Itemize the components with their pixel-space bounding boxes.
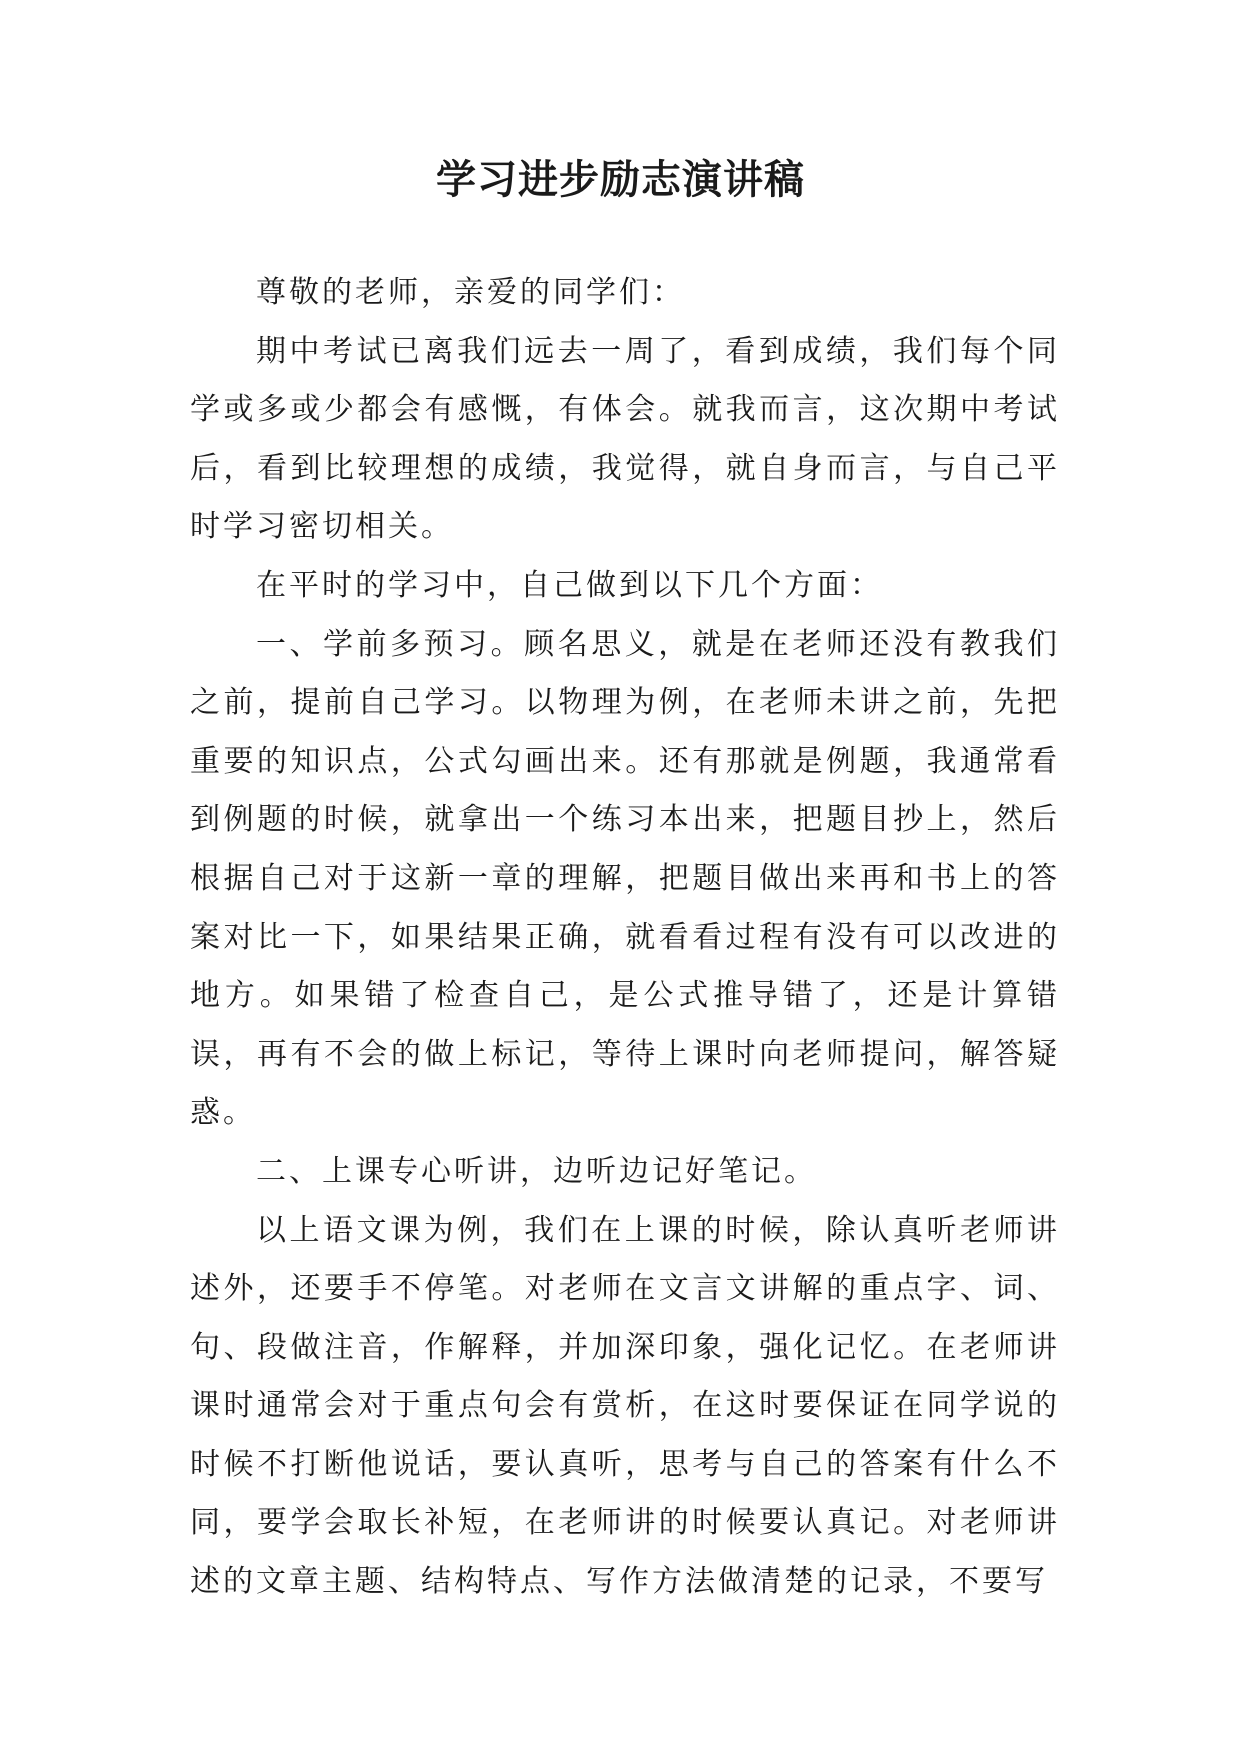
paragraph-preview: 一、学前多预习。顾名思义，就是在老师还没有教我们之前，提前自己学习。以物理为例，在老师未讲之前，先把重要的知识点，公式勾画出来。还有那就是例题，我通常看到例题的时候，就拿出一个练习本出来，把题目抄上，然后根据自己对于这新一章的理解，把题目做出来再和书上的答案对比一下，如果结果正确，就看看过程有没有可以改进的地方。如果错了检查自己，是公式推导错了，还是计算错误，再有不会的做上标记，等待上课时向老师提问，解答疑惑。 [190, 626, 1060, 1131]
paragraph-salutation: 尊敬的老师，亲爱的同学们： [256, 275, 685, 310]
document-body [190, 264, 1060, 1612]
paragraph-intro: 期中考试已离我们远去一周了，看到成绩，我们每个同学或多或少都会有感慨，有体会。就我而言，这次期中考试后，看到比较理想的成绩，我觉得，就自身而言，与自己平时学习密切相关。 [190, 333, 1060, 545]
paragraph-chinese-class: 以上语文课为例，我们在上课的时候，除认真听老师讲述外，还要手不停笔。对老师在文言文讲解的重点字、词、句、段做注音，作解释，并加深印象，强化记忆。在老师讲课时通常会对于重点句会有赏析，在这时要保证在同学说的时候不打断他说话，要认真听，思考与自己的答案有什么不同，要学会取长补短，在老师讲的时候要认真记。对老师讲述的文章主题、结构特点、写作方法做清楚的记录，不要写 [190, 1212, 1060, 1600]
document-title: 学习进步励志演讲稿 [436, 156, 805, 203]
paragraph-aspects-lead: 在平时的学习中，自己做到以下几个方面： [256, 567, 883, 603]
paragraph-listen-heading: 二、上课专心听讲，边听边记好笔记。 [256, 1153, 817, 1189]
